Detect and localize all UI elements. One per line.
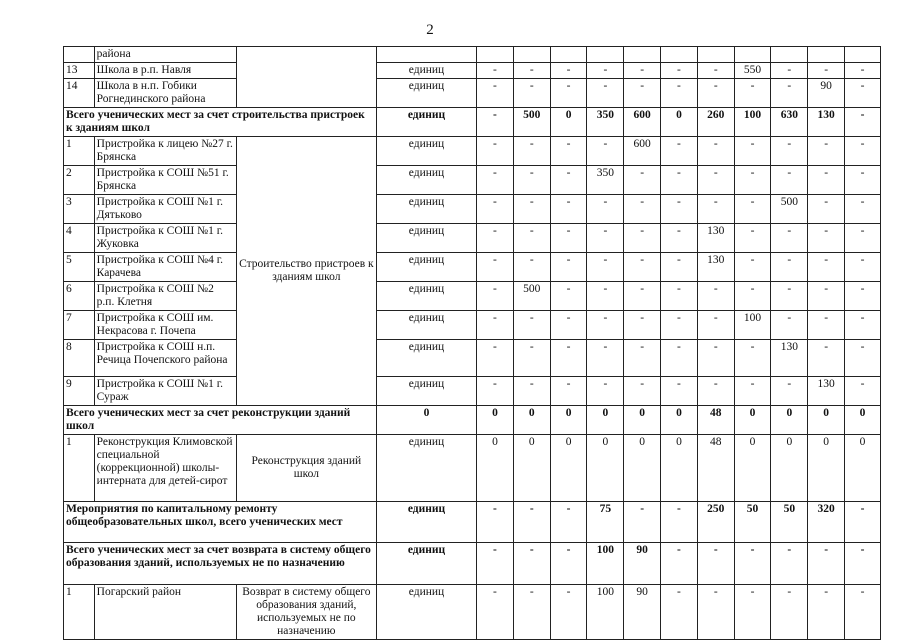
value-cell: 320 <box>808 502 845 543</box>
value-cell <box>697 47 734 63</box>
value-cell: 48 <box>697 406 734 435</box>
value-cell: - <box>624 166 661 195</box>
measure-description <box>236 47 376 108</box>
value-cell <box>513 47 550 63</box>
value-cell: - <box>587 137 624 166</box>
value-cell: 0 <box>513 406 550 435</box>
value-cell: - <box>734 137 771 166</box>
value-cell: - <box>661 166 698 195</box>
value-cell <box>587 47 624 63</box>
value-cell <box>808 47 845 63</box>
value-cell: - <box>808 253 845 282</box>
value-cell: 0 <box>771 435 808 502</box>
value-cell: 500 <box>513 282 550 311</box>
value-cell: - <box>624 311 661 340</box>
value-cell: - <box>845 166 881 195</box>
value-cell: - <box>624 63 661 79</box>
value-cell: - <box>845 195 881 224</box>
value-cell: 600 <box>624 108 661 137</box>
value-cell: - <box>513 311 550 340</box>
unit-cell: единиц <box>376 108 476 137</box>
row-number: 2 <box>64 166 95 195</box>
value-cell: 0 <box>808 435 845 502</box>
value-cell: 0 <box>477 406 514 435</box>
value-cell: 90 <box>624 543 661 585</box>
value-cell: - <box>661 340 698 377</box>
value-cell <box>550 47 587 63</box>
value-cell: - <box>477 253 514 282</box>
value-cell: - <box>513 253 550 282</box>
table-row <box>64 585 881 640</box>
value-cell: 550 <box>734 63 771 79</box>
value-cell: - <box>734 377 771 406</box>
total-row <box>64 543 881 585</box>
row-name: Пристройка к СОШ №1 г. Жуковка <box>94 224 236 253</box>
value-cell: - <box>550 253 587 282</box>
unit-cell: единиц <box>376 377 476 406</box>
unit-cell: единиц <box>376 166 476 195</box>
value-cell: - <box>771 224 808 253</box>
value-cell: - <box>771 543 808 585</box>
value-cell: - <box>587 224 624 253</box>
value-cell: 0 <box>513 435 550 502</box>
value-cell: - <box>697 340 734 377</box>
value-cell: - <box>477 340 514 377</box>
value-cell: - <box>697 79 734 108</box>
value-cell: - <box>734 253 771 282</box>
table-row <box>64 435 881 502</box>
unit-cell: единиц <box>376 282 476 311</box>
value-cell <box>661 47 698 63</box>
value-cell: 0 <box>845 406 881 435</box>
value-cell: - <box>771 253 808 282</box>
value-cell: - <box>661 585 698 640</box>
value-cell: - <box>845 377 881 406</box>
value-cell: - <box>697 585 734 640</box>
row-number <box>64 47 95 63</box>
value-cell: - <box>771 137 808 166</box>
value-cell: - <box>808 166 845 195</box>
value-cell: - <box>513 377 550 406</box>
value-cell: 0 <box>550 406 587 435</box>
row-name: Погарский район <box>94 585 236 640</box>
value-cell <box>624 47 661 63</box>
value-cell: - <box>550 543 587 585</box>
value-cell: - <box>845 282 881 311</box>
school-places-table <box>63 46 881 640</box>
value-cell: - <box>771 311 808 340</box>
value-cell: - <box>550 377 587 406</box>
value-cell: - <box>513 63 550 79</box>
measure-description: Возврат в систему общего образования зданий, используемых не по назначению <box>236 585 376 640</box>
value-cell: 500 <box>771 195 808 224</box>
unit-cell: единиц <box>376 585 476 640</box>
value-cell: - <box>734 585 771 640</box>
value-cell: - <box>587 377 624 406</box>
value-cell: - <box>661 224 698 253</box>
value-cell: - <box>845 224 881 253</box>
row-name: Школа в р.п. Навля <box>94 63 236 79</box>
table-row <box>64 224 881 253</box>
row-name: Реконструкция Климовской специальной (коррекционной) школы-интерната для детей-сирот <box>94 435 236 502</box>
value-cell: - <box>661 282 698 311</box>
value-cell: 0 <box>587 406 624 435</box>
measure-description: Строительство пристроев к зданиям школ <box>236 137 376 406</box>
value-cell: 90 <box>624 585 661 640</box>
value-cell: - <box>587 340 624 377</box>
unit-cell: единиц <box>376 253 476 282</box>
value-cell <box>845 47 881 63</box>
value-cell: - <box>808 195 845 224</box>
value-cell: 350 <box>587 166 624 195</box>
value-cell: - <box>513 166 550 195</box>
value-cell: - <box>845 137 881 166</box>
value-cell: 100 <box>734 311 771 340</box>
value-cell: - <box>808 137 845 166</box>
value-cell: - <box>771 282 808 311</box>
value-cell: 50 <box>734 502 771 543</box>
row-name: Пристройка к СОШ №1 г. Дятьково <box>94 195 236 224</box>
value-cell: 130 <box>697 253 734 282</box>
unit-cell: единиц <box>376 311 476 340</box>
table-row <box>64 377 881 406</box>
value-cell: - <box>550 311 587 340</box>
value-cell: 0 <box>661 406 698 435</box>
value-cell: - <box>734 543 771 585</box>
value-cell: - <box>771 585 808 640</box>
value-cell: 130 <box>771 340 808 377</box>
value-cell: - <box>550 63 587 79</box>
value-cell: 100 <box>587 543 624 585</box>
total-row <box>64 502 881 543</box>
value-cell: - <box>661 195 698 224</box>
value-cell <box>477 47 514 63</box>
total-label: Всего ученических мест за счет возврата в систему общего образования зданий, используемых не по назначению <box>64 543 377 585</box>
value-cell: - <box>845 108 881 137</box>
value-cell: - <box>587 282 624 311</box>
unit-cell: единиц <box>376 543 476 585</box>
row-number: 3 <box>64 195 95 224</box>
value-cell: - <box>734 195 771 224</box>
value-cell: 500 <box>513 108 550 137</box>
value-cell: - <box>550 166 587 195</box>
value-cell: - <box>661 63 698 79</box>
value-cell: - <box>697 166 734 195</box>
table-row <box>64 47 881 63</box>
value-cell: - <box>513 340 550 377</box>
value-cell: 130 <box>808 108 845 137</box>
value-cell: 630 <box>771 108 808 137</box>
value-cell: - <box>697 543 734 585</box>
value-cell: - <box>808 311 845 340</box>
value-cell: - <box>550 224 587 253</box>
value-cell: - <box>624 79 661 108</box>
value-cell: - <box>477 63 514 79</box>
value-cell: - <box>477 79 514 108</box>
value-cell: 100 <box>587 585 624 640</box>
value-cell: - <box>624 340 661 377</box>
value-cell: - <box>771 166 808 195</box>
row-name: Пристройка к СОШ №2 р.п. Клетня <box>94 282 236 311</box>
value-cell: 600 <box>624 137 661 166</box>
value-cell: - <box>477 585 514 640</box>
value-cell: 0 <box>661 108 698 137</box>
value-cell: - <box>845 63 881 79</box>
value-cell: - <box>771 377 808 406</box>
value-cell: - <box>734 282 771 311</box>
value-cell: - <box>513 585 550 640</box>
value-cell: - <box>845 585 881 640</box>
row-number: 1 <box>64 435 95 502</box>
value-cell: - <box>587 195 624 224</box>
value-cell: - <box>587 79 624 108</box>
value-cell <box>771 47 808 63</box>
unit-cell: единиц <box>376 137 476 166</box>
value-cell: - <box>477 502 514 543</box>
value-cell: 250 <box>697 502 734 543</box>
table-row <box>64 282 881 311</box>
value-cell: - <box>845 543 881 585</box>
total-label: Всего ученических мест за счет реконструкции зданий школ <box>64 406 377 435</box>
value-cell <box>734 47 771 63</box>
value-cell: 0 <box>808 406 845 435</box>
value-cell: - <box>624 502 661 543</box>
value-cell: - <box>477 166 514 195</box>
value-cell: - <box>587 253 624 282</box>
row-name: Пристройка к СОШ н.п. Речица Почепского района <box>94 340 236 377</box>
value-cell: - <box>550 137 587 166</box>
value-cell: 130 <box>697 224 734 253</box>
unit-cell: единиц <box>376 195 476 224</box>
row-number: 14 <box>64 79 95 108</box>
unit-cell: единиц <box>376 502 476 543</box>
value-cell: - <box>697 63 734 79</box>
value-cell: - <box>808 224 845 253</box>
value-cell: 50 <box>771 502 808 543</box>
value-cell: 0 <box>661 435 698 502</box>
value-cell: - <box>550 502 587 543</box>
unit-cell: единиц <box>376 79 476 108</box>
value-cell: - <box>808 543 845 585</box>
row-name: Пристройка к лицею №27 г. Брянска <box>94 137 236 166</box>
value-cell: - <box>477 282 514 311</box>
value-cell: - <box>624 195 661 224</box>
value-cell: - <box>697 282 734 311</box>
value-cell: 130 <box>808 377 845 406</box>
value-cell: 0 <box>734 435 771 502</box>
value-cell: 260 <box>697 108 734 137</box>
value-cell: 0 <box>587 435 624 502</box>
row-name: Пристройка к СОШ №1 г. Сураж <box>94 377 236 406</box>
value-cell: - <box>808 340 845 377</box>
unit-cell: единиц <box>376 340 476 377</box>
value-cell: - <box>477 311 514 340</box>
value-cell: - <box>624 253 661 282</box>
row-name: Школа в н.п. Гобики Рогнединского района <box>94 79 236 108</box>
total-label: Мероприятия по капитальному ремонту общеобразовательных школ, всего ученических мест <box>64 502 377 543</box>
row-number: 9 <box>64 377 95 406</box>
value-cell: - <box>477 195 514 224</box>
unit-cell: единиц <box>376 224 476 253</box>
row-number: 4 <box>64 224 95 253</box>
value-cell: - <box>513 137 550 166</box>
value-cell: - <box>808 585 845 640</box>
value-cell: - <box>661 502 698 543</box>
table-row <box>64 253 881 282</box>
value-cell: - <box>661 377 698 406</box>
table-row <box>64 63 881 79</box>
value-cell: 0 <box>477 435 514 502</box>
table-row <box>64 79 881 108</box>
row-name: Пристройка к СОШ им. Некрасова г. Почепа <box>94 311 236 340</box>
value-cell: - <box>734 79 771 108</box>
measure-description: Реконструкция зданий школ <box>236 435 376 502</box>
value-cell: - <box>808 282 845 311</box>
value-cell: - <box>734 224 771 253</box>
value-cell: 0 <box>624 406 661 435</box>
value-cell: - <box>845 340 881 377</box>
table-row <box>64 137 881 166</box>
value-cell: - <box>550 282 587 311</box>
row-number: 7 <box>64 311 95 340</box>
value-cell: 0 <box>550 435 587 502</box>
value-cell: - <box>771 79 808 108</box>
value-cell: 48 <box>697 435 734 502</box>
value-cell: - <box>587 311 624 340</box>
value-cell: - <box>845 502 881 543</box>
row-number: 5 <box>64 253 95 282</box>
value-cell: - <box>734 340 771 377</box>
value-cell: - <box>734 166 771 195</box>
value-cell: 350 <box>587 108 624 137</box>
value-cell: - <box>477 137 514 166</box>
row-name: Пристройка к СОШ №4 г. Карачева <box>94 253 236 282</box>
value-cell: - <box>661 543 698 585</box>
value-cell: - <box>477 108 514 137</box>
table-row <box>64 195 881 224</box>
value-cell: - <box>771 63 808 79</box>
value-cell: - <box>550 585 587 640</box>
value-cell: - <box>513 224 550 253</box>
table-row <box>64 311 881 340</box>
value-cell: - <box>477 543 514 585</box>
value-cell: - <box>661 253 698 282</box>
row-number: 8 <box>64 340 95 377</box>
value-cell: - <box>661 137 698 166</box>
row-number: 6 <box>64 282 95 311</box>
value-cell: - <box>845 253 881 282</box>
value-cell: - <box>624 224 661 253</box>
row-name: района <box>94 47 236 63</box>
value-cell: 0 <box>771 406 808 435</box>
table-row <box>64 166 881 195</box>
value-cell: 0 <box>624 435 661 502</box>
value-cell: 0 <box>845 435 881 502</box>
total-row <box>64 108 881 137</box>
value-cell: - <box>697 311 734 340</box>
value-cell: 0 <box>550 108 587 137</box>
value-cell: - <box>661 79 698 108</box>
value-cell: - <box>513 543 550 585</box>
table-row <box>64 340 881 377</box>
value-cell: - <box>513 502 550 543</box>
value-cell: - <box>550 340 587 377</box>
unit-cell: 0 <box>376 406 476 435</box>
value-cell: 75 <box>587 502 624 543</box>
value-cell: - <box>550 195 587 224</box>
value-cell: 90 <box>808 79 845 108</box>
value-cell: - <box>513 79 550 108</box>
value-cell: - <box>550 79 587 108</box>
value-cell: - <box>697 195 734 224</box>
row-number: 1 <box>64 585 95 640</box>
unit-cell <box>376 47 476 63</box>
value-cell: - <box>697 137 734 166</box>
value-cell: - <box>808 63 845 79</box>
total-row <box>64 406 881 435</box>
row-number: 13 <box>64 63 95 79</box>
value-cell: - <box>697 377 734 406</box>
value-cell: - <box>477 377 514 406</box>
value-cell: - <box>845 311 881 340</box>
value-cell: - <box>624 282 661 311</box>
value-cell: 0 <box>734 406 771 435</box>
value-cell: - <box>624 377 661 406</box>
value-cell: - <box>845 79 881 108</box>
total-label: Всего ученических мест за счет строительства пристроек к зданиям школ <box>64 108 377 137</box>
unit-cell: единиц <box>376 63 476 79</box>
row-name: Пристройка к СОШ №51 г. Брянска <box>94 166 236 195</box>
row-number: 1 <box>64 137 95 166</box>
value-cell: - <box>477 224 514 253</box>
unit-cell: единиц <box>376 435 476 502</box>
value-cell: - <box>587 63 624 79</box>
value-cell: 100 <box>734 108 771 137</box>
value-cell: - <box>661 311 698 340</box>
page-number: 2 <box>426 22 434 38</box>
value-cell: - <box>513 195 550 224</box>
